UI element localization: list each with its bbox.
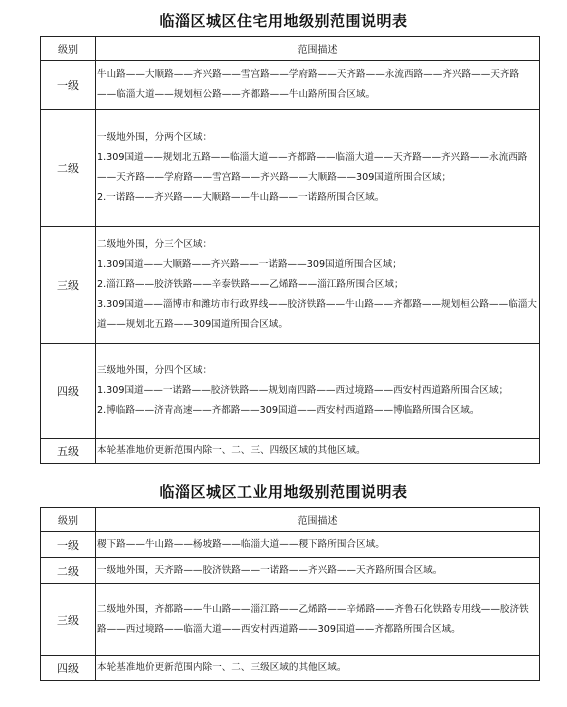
description-line: 本轮基准地价更新范围内除一、二、三、四级区域的其他区域。 [97, 445, 366, 456]
description-cell [96, 656, 540, 681]
level-cell: 三级 [41, 584, 96, 656]
table-row [41, 439, 540, 464]
description-cell [96, 61, 540, 110]
description-cell [96, 439, 540, 464]
header-level: 级别 [41, 37, 96, 61]
residential-table-title: 临淄区城区住宅用地级别范围说明表 [159, 12, 408, 30]
table-row [41, 656, 540, 681]
description-line: 本轮基准地价更新范围内除一、二、三级区域的其他区域。 [97, 662, 347, 673]
level-cell: 四级 [41, 344, 96, 439]
industrial-level-table [40, 507, 540, 681]
description-cell [96, 532, 540, 558]
description-line: 1.309国道——规划北五路——临淄大道——齐都路——临淄大道——天齐路——齐兴路——永流西路——天齐路——学府路——雪宫路——齐兴路——大顺路——309国道所围合区域； [97, 152, 528, 183]
header-description: 范围描述 [96, 508, 540, 532]
header-description: 范围描述 [96, 37, 540, 61]
level-cell: 一级 [41, 61, 96, 110]
level-cell: 四级 [41, 656, 96, 681]
description-cell [96, 558, 540, 584]
description-line: 三级地外围，分四个区域： [97, 365, 213, 376]
description-line: 稷下路——牛山路——杨坡路——临淄大道——稷下路所围合区域。 [97, 538, 385, 550]
description-line: 一级地外围，分两个区域： [97, 132, 213, 143]
industrial-table-title: 临淄区城区工业用地级别范围说明表 [159, 483, 408, 501]
description-cell [96, 110, 540, 227]
description-line: 二级地外围，分三个区域： [97, 239, 213, 250]
description-cell [96, 344, 540, 439]
description-line: 2.博临路——济青高速——齐都路——309国道——西安村西道路——博临路所围合区域。 [97, 405, 480, 416]
description-line: 1.309国道——大顺路——齐兴路——一诺路——309国道所围合区域； [97, 259, 402, 270]
level-cell: 三级 [41, 227, 96, 344]
table-row [41, 61, 540, 110]
table-row [41, 344, 540, 439]
table-header-row [41, 508, 540, 532]
residential-level-table [40, 36, 540, 464]
table-row [41, 227, 540, 344]
description-line: 3.309国道——淄博市和潍坊市行政界线——胶济铁路——牛山路——齐都路——规划桓公路——临淄大道——规划北五路——309国道所围合区域。 [97, 299, 537, 330]
description-line: 2.淄江路——胶济铁路——辛泰铁路——乙烯路——淄江路所围合区域； [97, 279, 404, 290]
level-cell: 五级 [41, 439, 96, 464]
table-row [41, 584, 540, 656]
table-row [41, 110, 540, 227]
description-line: 一级地外围，天齐路——胶济铁路——一诺路——齐兴路——天齐路所围合区域。 [97, 564, 443, 576]
level-cell: 二级 [41, 558, 96, 584]
description-cell [96, 227, 540, 344]
description-line: 1.309国道——一诺路——胶济铁路——规划南四路——西过境路——西安村西道路所围合区域； [97, 385, 509, 396]
description-line: 2.一诺路——齐兴路——大顺路——牛山路——一诺路所围合区域。 [97, 192, 385, 203]
description-line: 牛山路——大顺路——齐兴路——雪宫路——学府路——天齐路——永流西路——齐兴路——天齐路——临淄大道——规划桓公路——齐都路——牛山路所围合区域。 [97, 69, 520, 100]
header-level: 级别 [41, 508, 96, 532]
level-cell: 一级 [41, 532, 96, 558]
table-row [41, 558, 540, 584]
table-header-row [41, 37, 540, 61]
description-cell [96, 584, 540, 656]
description-line: 二级地外围，齐都路——牛山路——淄江路——乙烯路——辛烯路——齐鲁石化铁路专用线——胶济铁路——西过境路——临淄大道——西安村西道路——309国道——齐都路所围合区域。 [97, 603, 529, 635]
table-row [41, 532, 540, 558]
level-cell: 二级 [41, 110, 96, 227]
